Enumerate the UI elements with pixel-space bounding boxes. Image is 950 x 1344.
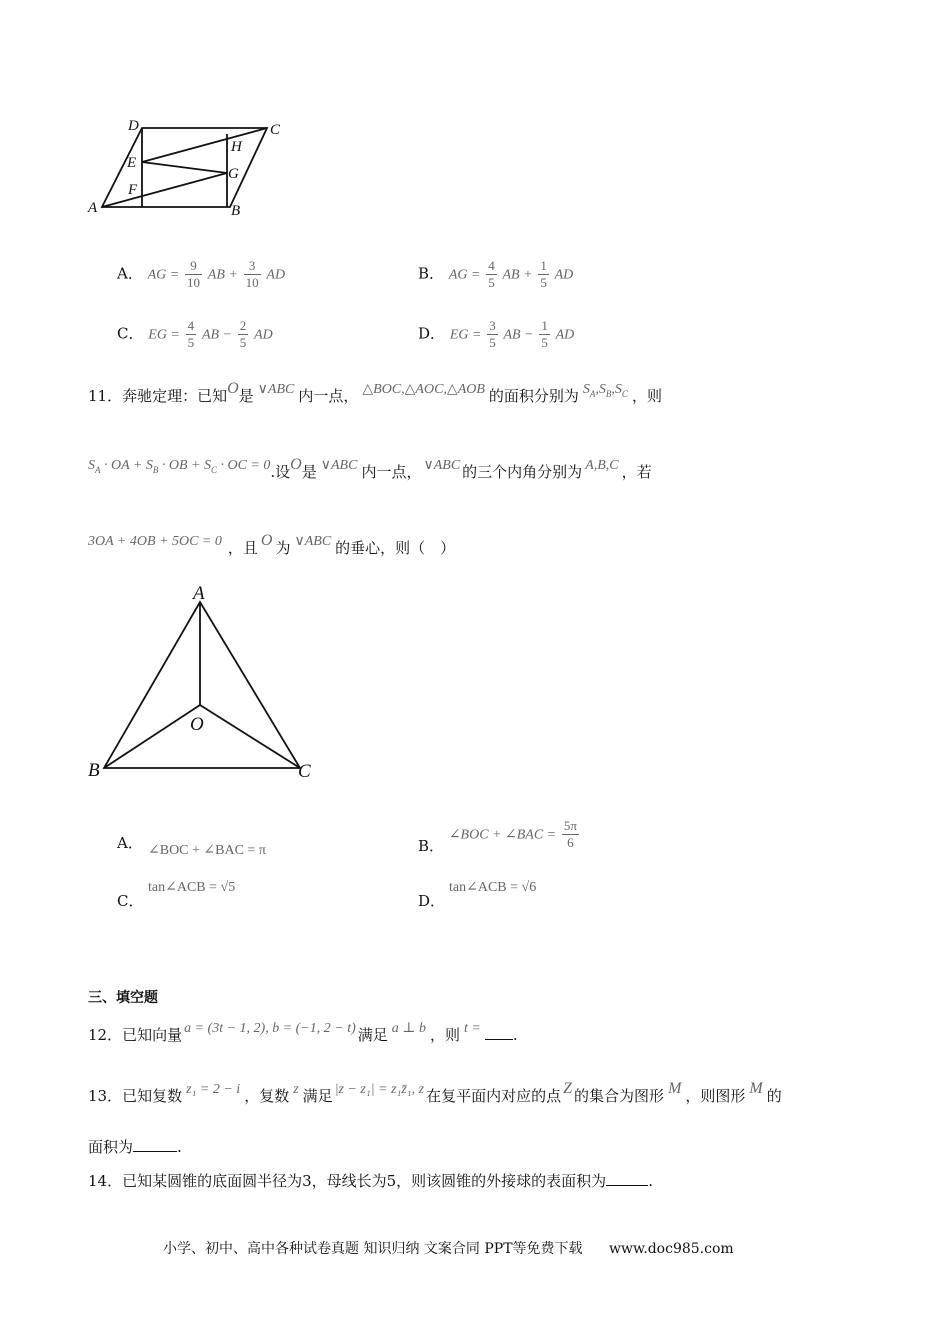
q13-line2: 面积为 . <box>88 1138 182 1156</box>
label-B: B <box>88 760 100 781</box>
option-label: D． <box>418 324 446 343</box>
q10-option-a[interactable] <box>117 258 285 291</box>
fraction: $\frac{9}{10}$ <box>187 258 201 290</box>
label-O: O <box>190 714 204 735</box>
option-label: A． <box>117 834 143 852</box>
end-term: AD <box>254 327 273 343</box>
end-term: AD <box>554 267 574 283</box>
q11-option-d[interactable] <box>418 890 445 911</box>
label-G: G <box>228 166 239 182</box>
option-label: B． <box>418 264 445 283</box>
parallelogram-figure <box>80 112 300 222</box>
q10-option-b[interactable] <box>418 258 573 291</box>
fraction: $\frac{3}{10}$ <box>245 258 259 290</box>
answer-blank[interactable] <box>485 1025 513 1040</box>
answer-blank[interactable] <box>133 1137 177 1152</box>
q11-line1: 11．奔驰定理：已知O是 ∨ABC 内一点， △BOC,△AOC,△AOB 的面积分别为 $S_A,S_B,S_C$ ，则 <box>88 380 662 405</box>
lhs: EG = <box>449 327 482 343</box>
middle-term: AB − <box>201 327 232 343</box>
q11-line3: 3OA + 4OB + 5OC = 0 ，且 O 为 ∨ABC 的垂心，则（ ） <box>88 532 456 557</box>
expr: ∠BOC + ∠BAC = <box>448 827 557 843</box>
label-C: C <box>270 122 281 138</box>
label-F: F <box>128 182 138 198</box>
footer-text: 小学、初中、高中各种试卷真题 知识归纳 文案合同 PPT等免费下载 <box>163 1241 583 1257</box>
q12: 12．已知向量 a = (3t − 1, 2), b = (−1, 2 − t) 满足 a ⊥ b ，则 t = . <box>88 1021 518 1044</box>
lhs: EG = <box>148 327 180 343</box>
lhs: AG = <box>147 267 180 283</box>
end-term: AD <box>266 267 286 283</box>
triangle-figure <box>82 580 322 785</box>
label-B: B <box>231 203 241 219</box>
option-label: C． <box>117 892 144 910</box>
fraction: $\frac{4}{5}$ <box>187 318 195 350</box>
q11-option-a-expr: ∠BOC + ∠BAC = π <box>148 843 266 858</box>
fraction: $\frac{3}{5}$ <box>489 318 496 350</box>
option-label: A． <box>117 264 143 283</box>
q11-option-c-expr: tan∠ACB = √5 <box>148 880 236 895</box>
area-labels: $S_A,S_B,S_C$ <box>582 382 628 399</box>
label-H: H <box>231 139 242 155</box>
fraction: $\frac{1}{5}$ <box>541 318 548 350</box>
q11-option-b[interactable] <box>418 818 580 855</box>
middle-term: AB + <box>502 267 533 283</box>
label-D: D <box>128 118 139 134</box>
label-E: E <box>127 155 137 171</box>
section-title: 三、填空题 <box>88 990 158 1006</box>
q13: 13．已知复数 z₁ = 2 − i ，复数 z 满足 |z − z₁| = z₁z̄₁, z 在复平面内对应的点 Z 的集合为图形 M ，则图形 M 的 <box>88 1080 782 1105</box>
footer-url[interactable]: www.doc985.com <box>608 1241 734 1257</box>
q14: 14．已知某圆锥的底面圆半径为3，母线长为5，则该圆锥的外接球的表面积为 . <box>88 1172 653 1190</box>
option-label: B． <box>418 836 445 855</box>
answer-blank[interactable] <box>606 1171 648 1186</box>
footer <box>163 1238 734 1258</box>
option-label: D． <box>418 892 446 910</box>
lhs: AG = <box>448 267 481 283</box>
end-term: AD <box>555 327 575 343</box>
middle-term: AB − <box>503 327 534 343</box>
fraction: $\frac{2}{5}$ <box>239 318 247 350</box>
label-C: C <box>298 761 311 782</box>
q10-option-c[interactable] <box>117 318 273 351</box>
benz-equation: $S_A$ · OA + $S_B$ · OB + $S_C$ · OC = 0 <box>88 458 271 475</box>
q11-option-c[interactable] <box>117 890 143 911</box>
fraction: $\frac{5\pi}{6}$ <box>563 818 577 850</box>
middle-term: AB + <box>207 267 238 283</box>
q11-line2: $S_A$ · OA + $S_B$ · OB + $S_C$ · OC = 0.设O是 ∨ABC 内一点， ∨ABC 的三个内角分别为 A,B,C ，若 <box>88 456 652 481</box>
fraction: $\frac{1}{5}$ <box>540 258 547 290</box>
option-label: C． <box>117 324 144 343</box>
q10-option-d[interactable] <box>418 318 574 351</box>
q11-option-a[interactable] <box>117 832 143 853</box>
label-A: A <box>193 583 205 604</box>
fraction: $\frac{4}{5}$ <box>488 258 495 290</box>
label-A: A <box>88 200 98 216</box>
q11-option-d-expr: tan∠ACB = √6 <box>449 880 537 895</box>
